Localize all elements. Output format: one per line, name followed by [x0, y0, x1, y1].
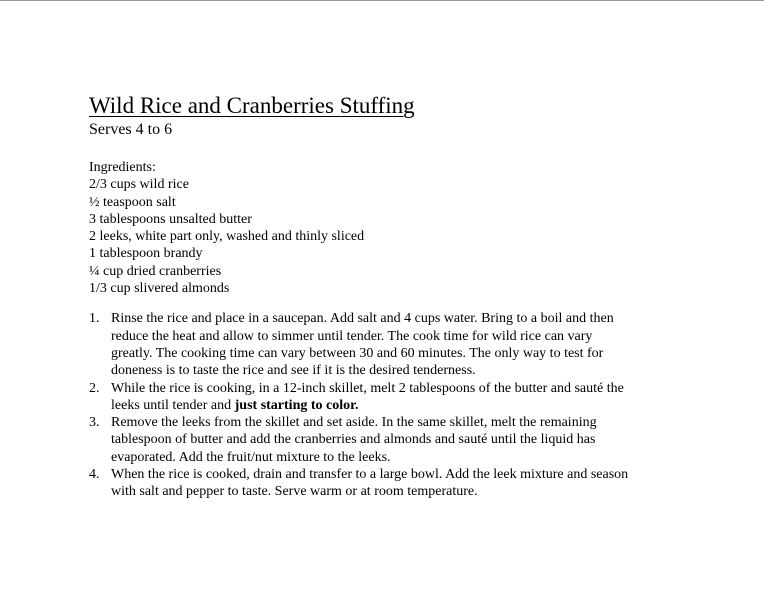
ingredient-item: 1 tablespoon brandy — [89, 246, 203, 262]
instruction-step-2 — [89, 380, 631, 415]
top-border-line — [0, 0, 764, 1]
instruction-step-3 — [89, 414, 631, 466]
ingredient-item: ½ teaspoon salt — [89, 194, 176, 210]
step-text: While the rice is cooking, in a 12-inch skillet, melt 2 tablespoons of the butter and sauté the leeks until tender and — [111, 380, 624, 413]
recipe-title: Wild Rice and Cranberries Stuffing — [89, 93, 415, 118]
ingredients-heading: Ingredients: — [89, 160, 156, 175]
step-number: 3. — [89, 415, 100, 431]
step-number: 1. — [89, 311, 100, 327]
ingredient-item: 3 tablespoons unsalted butter — [89, 211, 252, 227]
recipe-document — [89, 92, 649, 501]
step-bold-text: just starting to color. — [234, 397, 359, 413]
instructions-list — [89, 310, 649, 500]
instruction-step-4 — [89, 466, 631, 501]
ingredient-item: 2 leeks, white part only, washed and thinly sliced — [89, 229, 365, 245]
ingredient-item: ¼ cup dried cranberries — [89, 263, 222, 279]
ingredient-item: 2/3 cups wild rice — [89, 177, 189, 193]
step-text: Rinse the rice and place in a saucepan. Add salt and 4 cups water. Bring to a boil and then reduce the heat and allow to simmer until tender. The cook time for wild rice can vary greatly. The cooking time can vary between 30 and 60 minutes. The only way to test for doneness is to taste the rice and see if it is the desired tenderness. — [111, 311, 614, 379]
step-number: 4. — [89, 467, 100, 483]
instruction-step-1 — [89, 310, 631, 379]
ingredient-item: 1/3 cup slivered almonds — [89, 281, 230, 297]
step-text: When the rice is cooked, drain and transfer to a large bowl. Add the leek mixture and season with salt and pepper to taste. Serve warm or at room temperature. — [111, 467, 629, 500]
servings-text: Serves 4 to 6 — [89, 121, 173, 138]
step-number: 2. — [89, 380, 100, 396]
ingredients-list — [89, 176, 649, 297]
step-text: Remove the leeks from the skillet and set aside. In the same skillet, melt the remaining tablespoon of butter and add the cranberries and almonds and sauté until the liquid has evaporated. Add the fruit/nut mixture to the leeks. — [111, 415, 597, 465]
